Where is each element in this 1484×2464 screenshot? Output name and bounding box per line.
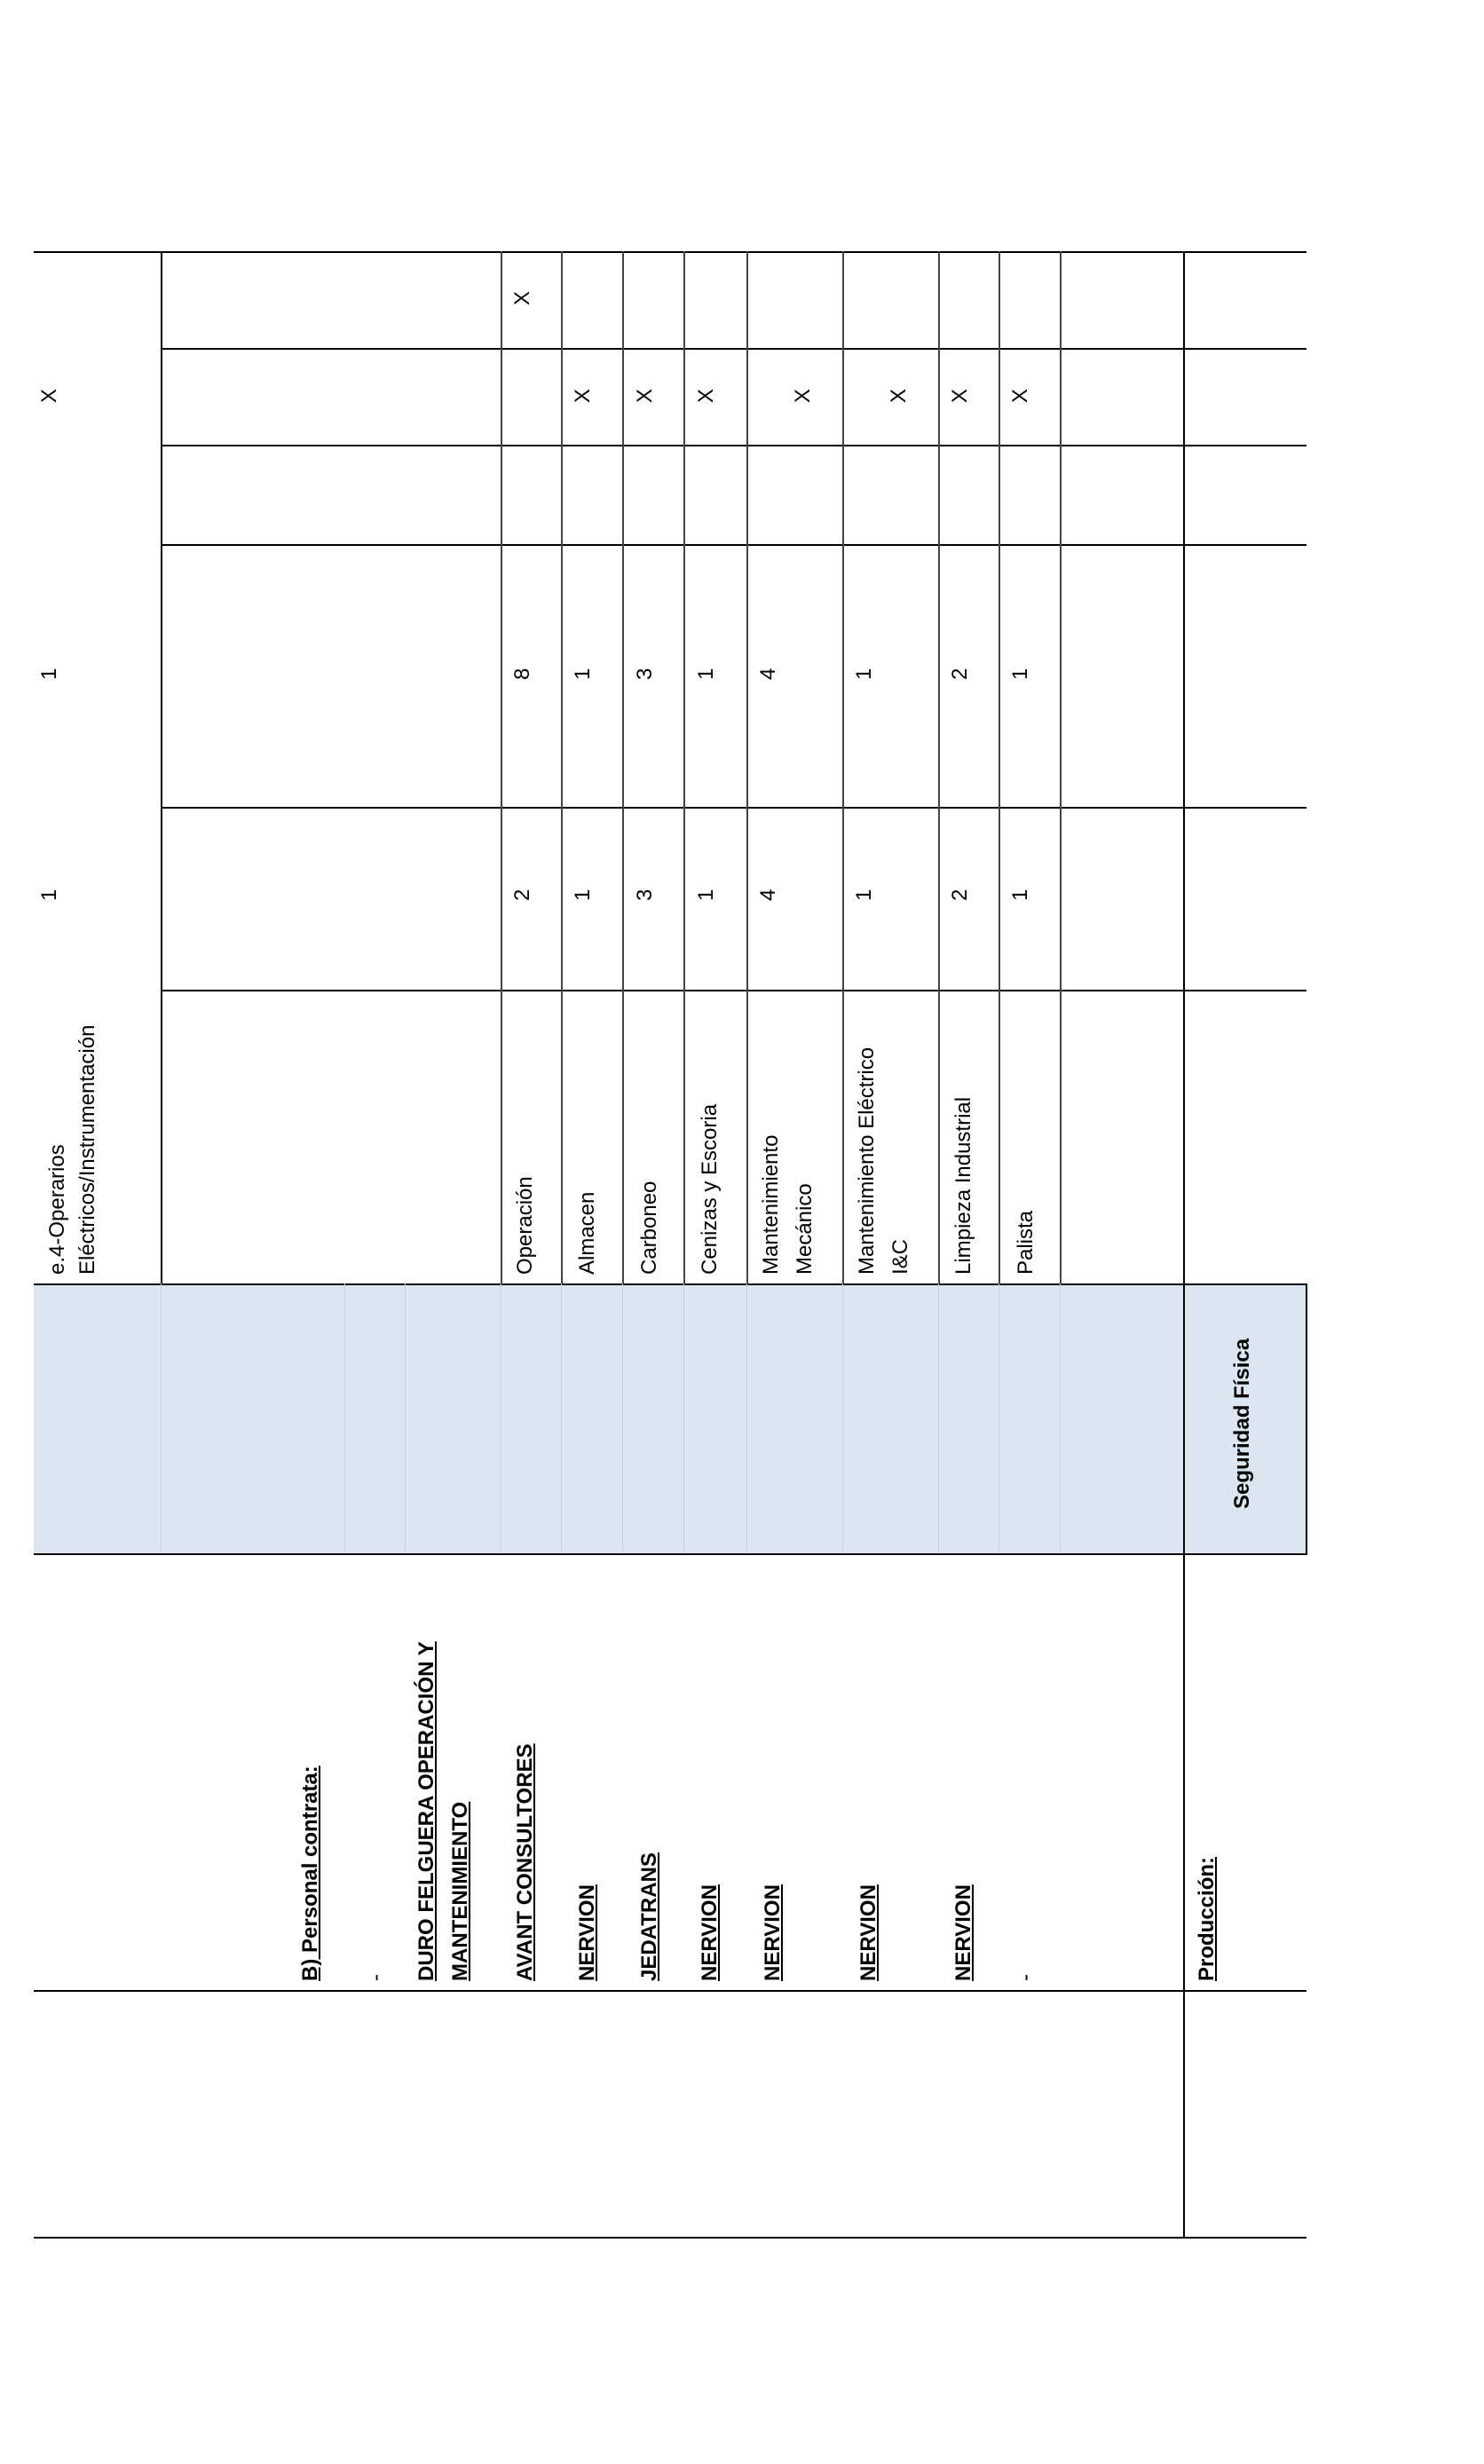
area-label: Operación [513, 1176, 537, 1275]
company-name: AVANT CONSULTORES [513, 1743, 537, 1981]
col5-mark: X [694, 388, 718, 403]
count-b-value: 2 [948, 667, 972, 680]
count-a-value: 1 [694, 888, 718, 901]
count-a-value: 4 [756, 888, 780, 901]
area-label: Mantenimiento Mecánico [759, 1134, 817, 1275]
count-b-value: 1 [37, 667, 61, 680]
count-a-value: 1 [1008, 888, 1032, 901]
count-a-value: 1 [571, 888, 595, 901]
company-name: NERVION [761, 1884, 785, 1981]
company-name: NERVION [698, 1884, 722, 1981]
area-label: Cenizas y Escoria [698, 1103, 722, 1275]
area-label: Carboneo [637, 1181, 661, 1275]
col5-mark: X [37, 388, 61, 403]
company-name: NERVION [575, 1884, 599, 1981]
count-a-value: 1 [37, 888, 61, 901]
col5-mark: X [571, 388, 595, 403]
area-label: Almacen [575, 1191, 599, 1275]
company-name: DURO FELGUERA OPERACIÓN Y MANTENIMIENTO [414, 1641, 472, 1981]
col5-mark: X [791, 388, 815, 403]
area-label: Limpieza Industrial [951, 1096, 975, 1275]
company-name: - [1014, 1974, 1038, 1981]
count-b-value: 8 [510, 667, 534, 680]
area-label: Palista [1014, 1210, 1038, 1275]
col5-mark: X [633, 388, 657, 403]
dash-text: - [364, 1974, 388, 1981]
count-b-value: 1 [694, 667, 718, 680]
col6-mark: X [510, 290, 534, 305]
col5-mark: X [1008, 388, 1032, 403]
count-a-value: 3 [633, 888, 657, 901]
count-b-value: 1 [571, 667, 595, 680]
company-name: NERVION [856, 1884, 880, 1981]
count-b-value: 1 [1008, 667, 1032, 680]
count-a-value: 2 [948, 888, 972, 901]
col5-mark: X [948, 388, 972, 403]
security-text: Seguridad Física [1230, 1338, 1254, 1509]
count-b-value: 1 [852, 667, 876, 680]
company-name: NERVION [951, 1884, 975, 1981]
count-b-value: 4 [756, 667, 780, 680]
role-label: e.4-Operarios Eléctricos/Instrumentación [45, 1024, 99, 1275]
production-text: Producción: [1195, 1856, 1219, 1981]
area-label: Mantenimiento Eléctrico I&C [855, 1046, 912, 1275]
col5-mark: X [887, 388, 911, 403]
shaded-header-block [34, 1283, 1306, 1554]
count-a-value: 2 [510, 888, 534, 901]
section-title-text: B) Personal contrata: [298, 1765, 322, 1981]
company-name: JEDATRANS [637, 1852, 661, 1981]
count-b-value: 3 [633, 667, 657, 680]
count-a-value: 1 [852, 888, 876, 901]
